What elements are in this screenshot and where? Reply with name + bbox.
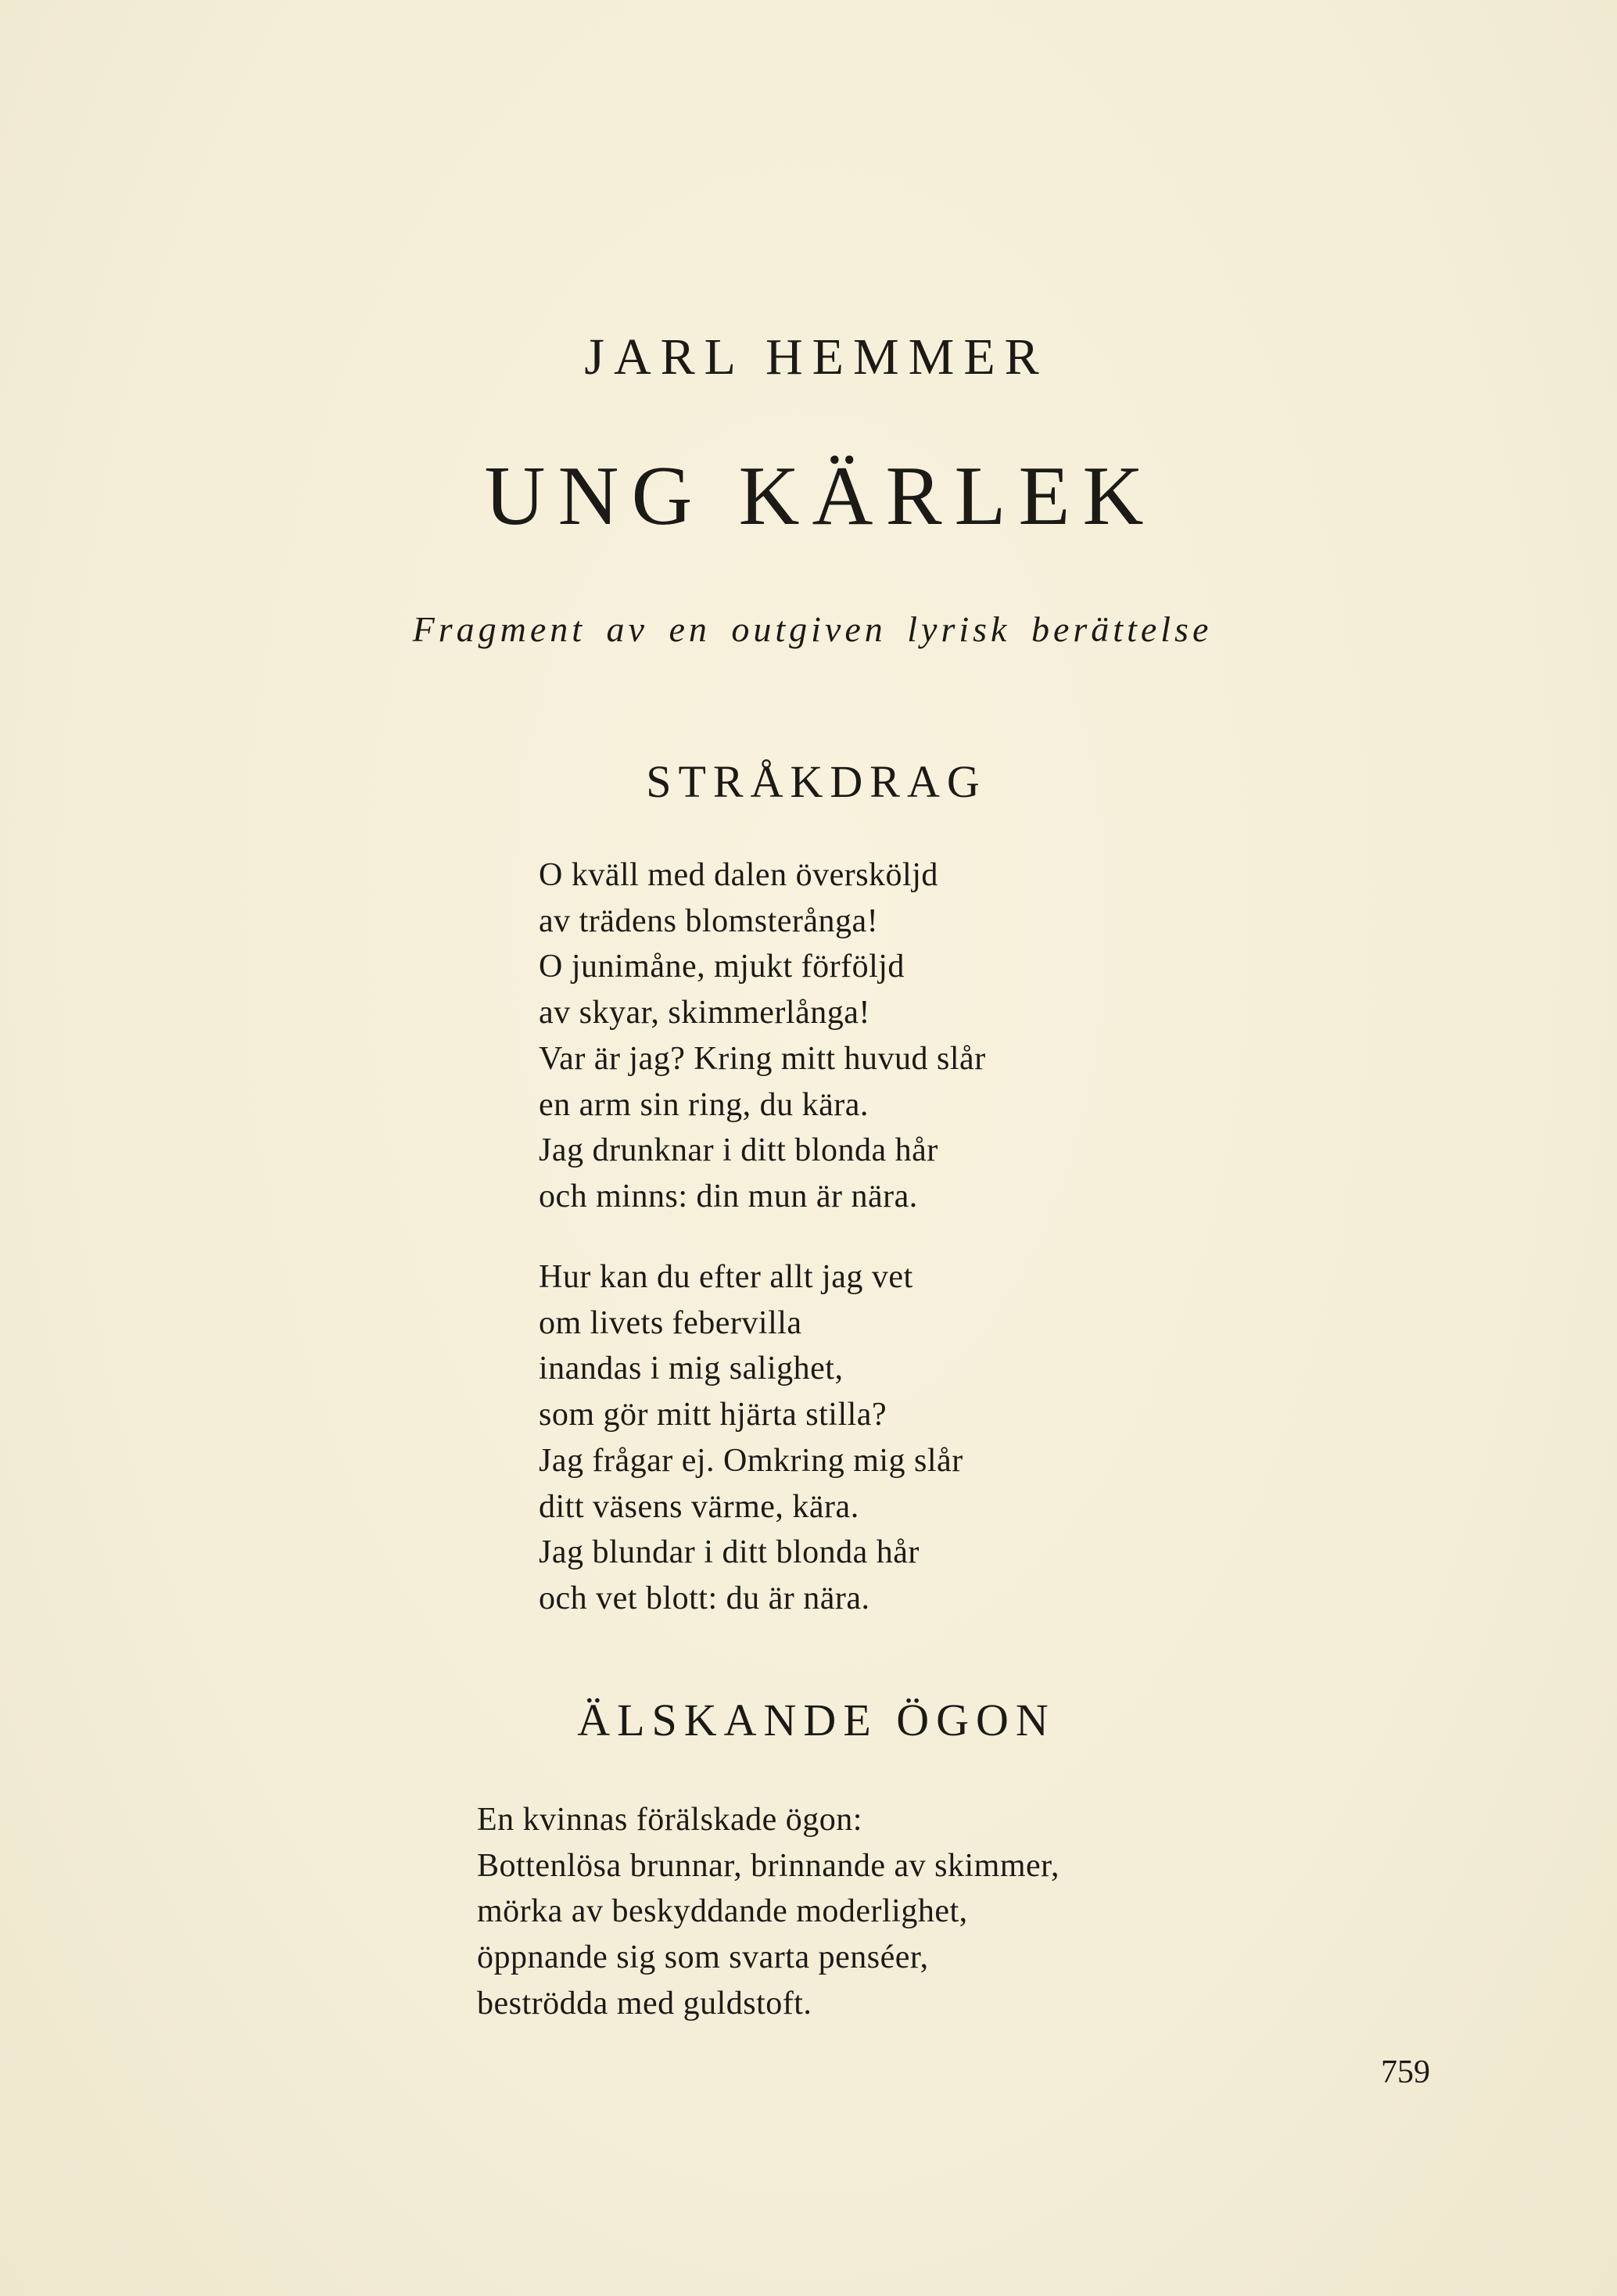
- stanza-1: [539, 852, 986, 1220]
- verse-line: Var är jag? Kring mitt huvud slår: [539, 1040, 986, 1077]
- verse-line: Bottenlösa brunnar, brinnande av skimmer,: [477, 1847, 1059, 1884]
- poem-title: UNG KÄRLEK: [484, 450, 1156, 543]
- verse-line: av skyar, skimmerlånga!: [539, 995, 870, 1031]
- verse-line: Jag drunknar i ditt blonda hår: [539, 1132, 938, 1169]
- verse-line: Jag frågar ej. Omkring mig slår: [539, 1442, 963, 1479]
- verse-line: och vet blott: du är nära.: [539, 1580, 870, 1616]
- verse-line: O junimåne, mjukt förföljd: [539, 949, 905, 985]
- section-heading-alskande-ogon: ÄLSKANDE ÖGON: [577, 1695, 1056, 1745]
- verse-line: En kvinnas förälskade ögon:: [477, 1802, 862, 1838]
- section-heading-strakdrag: STRÅKDRAG: [646, 756, 987, 807]
- verse-line: inandas i mig salighet,: [539, 1351, 844, 1387]
- verse-line: om livets febervilla: [539, 1304, 802, 1341]
- verse-line: och minns: din mun är nära.: [539, 1178, 918, 1214]
- verse-line: beströdda med guldstoft.: [477, 1985, 812, 2022]
- stanza-3: [477, 1797, 1059, 2027]
- verse-line: mörka av beskyddande moderlighet,: [477, 1893, 968, 1930]
- verse-line: Jag blundar i ditt blonda hår: [539, 1534, 920, 1571]
- author-name: JARL HEMMER: [584, 328, 1049, 386]
- poem-subtitle: Fragment av en outgiven lyrisk berättelse: [412, 609, 1213, 649]
- verse-line: öppnande sig som svarta penséer,: [477, 1939, 929, 1976]
- verse-line: Hur kan du efter allt jag vet: [539, 1259, 913, 1295]
- verse-line: av trädens blomsterånga!: [539, 902, 879, 939]
- verse-line: ditt väsens värme, kära.: [539, 1488, 859, 1525]
- verse-line: O kväll med dalen översköljd: [539, 857, 938, 893]
- verse-line: en arm sin ring, du kära.: [539, 1086, 869, 1123]
- stanza-2: [539, 1254, 963, 1622]
- page-number: 759: [1381, 2054, 1430, 2090]
- verse-line: som gör mitt hjärta stilla?: [539, 1397, 887, 1433]
